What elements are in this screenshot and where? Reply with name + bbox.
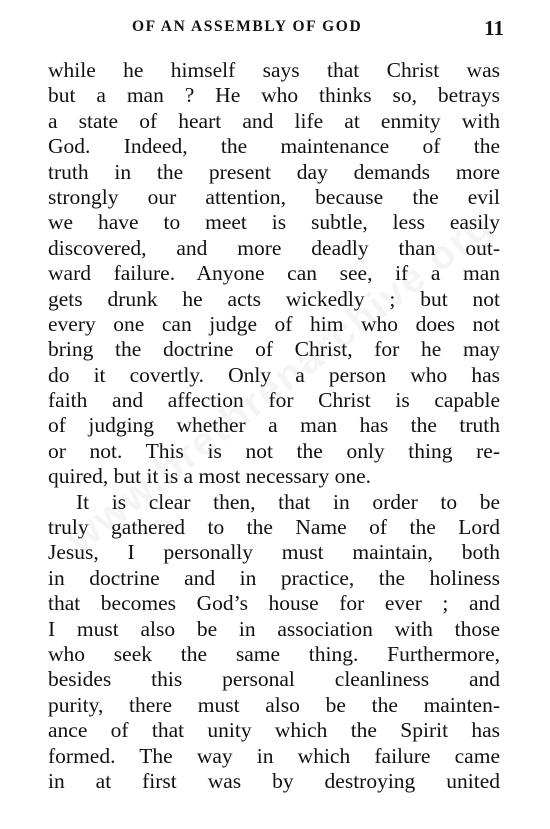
text-line: while he himself says that Christ was bbox=[48, 58, 500, 82]
text-line: quired, but it is a most necessary one. bbox=[48, 464, 372, 489]
text-line: formed. The way in which failure came bbox=[48, 743, 500, 768]
page-number: 11 bbox=[484, 16, 504, 40]
text-line: truly gathered to the Name of the Lord bbox=[48, 515, 500, 540]
text-line: who seek the same thing. Furthermore, bbox=[48, 641, 500, 666]
text-line: we have to meet is subtle, less easily bbox=[48, 210, 500, 235]
text-line: bring the doctrine of Christ, for he may bbox=[48, 337, 500, 362]
text-line: faith and affection for Christ is capable bbox=[48, 388, 500, 413]
text-line: but a man ? He who thinks so, betrays bbox=[48, 83, 500, 108]
text-line: truth in the present day demands more bbox=[48, 159, 500, 184]
text-line: I must also be in association with those bbox=[48, 616, 500, 641]
text-line: in doctrine and in practice, the holiness bbox=[48, 565, 500, 590]
running-title: OF AN ASSEMBLY OF GOD bbox=[132, 18, 363, 35]
text-line: gets drunk he acts wickedly ; but not bbox=[48, 286, 500, 311]
text-line: strongly our attention, because the evil bbox=[48, 184, 500, 209]
text-line: purity, there must also be the mainten- bbox=[48, 692, 500, 717]
text-line: ance of that unity which the Spirit has bbox=[48, 718, 500, 743]
text-line: besides this personal cleanliness and bbox=[48, 667, 500, 692]
body-text bbox=[48, 58, 500, 794]
text-line: every one can judge of him who does not bbox=[48, 311, 500, 336]
text-line: of judging whether a man has the truth bbox=[48, 413, 500, 438]
text-line: that becomes God’s house for ever ; and bbox=[48, 591, 500, 616]
text-line: a state of heart and life at enmity with bbox=[48, 108, 500, 133]
text-line: or not. This is not the only thing re- bbox=[48, 438, 500, 463]
text-line: in at first was by destroying united bbox=[48, 768, 500, 793]
text-line: God. Indeed, the maintenance of the bbox=[48, 134, 500, 159]
text-line: ward failure. Anyone can see, if a man bbox=[48, 261, 500, 286]
text-line: do it covertly. Only a person who has bbox=[48, 362, 500, 387]
paragraph-2 bbox=[48, 490, 500, 795]
text-line: discovered, and more deadly than out- bbox=[48, 235, 500, 260]
paragraph-1 bbox=[48, 58, 500, 490]
running-head bbox=[52, 16, 504, 42]
text-line: It is clear then, that in order to be bbox=[76, 489, 500, 514]
text-line: Jesus, I personally must maintain, both bbox=[48, 540, 500, 565]
